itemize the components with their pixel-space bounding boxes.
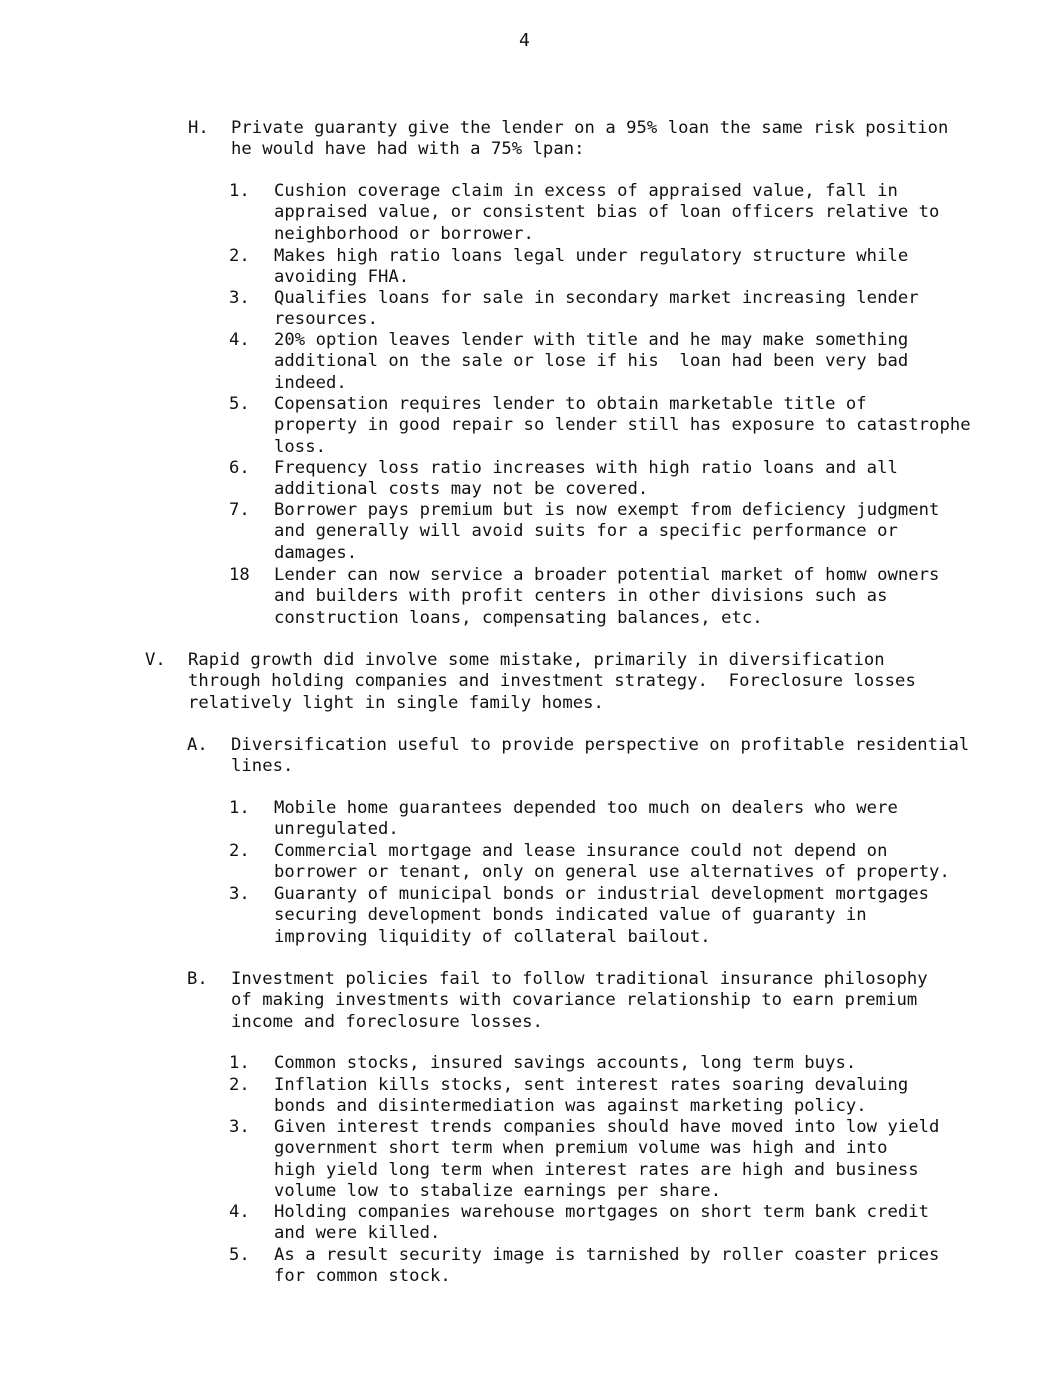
list-item-line: loss. (274, 436, 326, 457)
list-item-number: 18 (229, 565, 250, 585)
list-item-number: 1. (229, 1053, 250, 1073)
list-item-line: Common stocks, insured savings accounts, long term buys. (274, 1053, 857, 1073)
list-item-line: 20% option leaves lender with title and he may make something (274, 330, 909, 350)
list-item-line: Given interest trends companies should have moved into low yield (274, 1117, 940, 1137)
page-number: 4 (519, 30, 530, 51)
list-item-line: and generally will avoid suits for a specific performance or (274, 521, 898, 542)
list-item-line: neighborhood or borrower. (274, 223, 534, 244)
list-item-line: indeed. (274, 372, 347, 393)
list-item-line: Mobile home guarantees depended too much on dealers who were (274, 798, 898, 818)
list-item-number: 2. (229, 1075, 250, 1095)
list-item-number: 5. (229, 1245, 250, 1265)
section-h-marker: H. (188, 118, 209, 138)
list-item-line: avoiding FHA. (274, 267, 410, 288)
list-item-line: appraised value, or consistent bias of loan officers relative to (274, 202, 940, 223)
list-item-line: construction loans, compensating balances, etc. (274, 607, 763, 628)
section-h-heading-line: Private guaranty give the lender on a 95% loan the same risk position (231, 118, 949, 138)
list-item-line: Inflation kills stocks, sent interest rates soaring devaluing (274, 1075, 909, 1095)
list-item-number: 3. (229, 1117, 250, 1137)
list-item-line: securing development bonds indicated value of guaranty in (274, 905, 867, 926)
list-item-number: 2. (229, 841, 250, 861)
list-item-line: Holding companies warehouse mortgages on short term bank credit (274, 1202, 930, 1222)
section-v-heading-line: through holding companies and investment strategy. Foreclosure losses (188, 671, 916, 692)
list-item-line: additional on the sale or lose if his loan had been very bad (274, 351, 909, 372)
section-a-heading-line: Diversification useful to provide perspective on profitable residential (231, 735, 970, 755)
section-a-heading-line: lines. (231, 756, 294, 777)
section-b-marker: B. (187, 969, 208, 989)
list-item-number: 5. (229, 394, 250, 414)
list-item-line: Copensation requires lender to obtain marketable title of (274, 394, 867, 414)
list-item-line: high yield long term when interest rates are high and business (274, 1159, 919, 1180)
list-item-line: Commercial mortgage and lease insurance could not depend on (274, 841, 888, 861)
list-item-line: Borrower pays premium but is now exempt from deficiency judgment (274, 500, 940, 520)
list-item-line: volume low to stabalize earnings per share. (274, 1180, 722, 1201)
section-h-heading-line: he would have had with a 75% lpan: (231, 139, 585, 160)
section-v-heading-line: Rapid growth did involve some mistake, primarily in diversification (188, 650, 885, 670)
list-item-line: borrower or tenant, only on general use alternatives of property. (274, 862, 950, 883)
list-item-line: government short term when premium volume was high and into (274, 1138, 888, 1159)
section-b-heading-line: of making investments with covariance relationship to earn premium (231, 990, 918, 1011)
section-b-heading-line: income and foreclosure losses. (231, 1011, 543, 1032)
list-item-line: Guaranty of municipal bonds or industrial development mortgages (274, 884, 930, 904)
list-item-line: additional costs may not be covered. (274, 479, 649, 500)
list-item-number: 6. (229, 458, 250, 478)
list-item-number: 4. (229, 330, 250, 350)
list-item-line: Lender can now service a broader potential market of homw owners (274, 565, 940, 585)
list-item-number: 1. (229, 798, 250, 818)
list-item-line: damages. (274, 542, 358, 563)
list-item-number: 7. (229, 500, 250, 520)
list-item-line: Cushion coverage claim in excess of appraised value, fall in (274, 181, 898, 201)
section-v-heading-line: relatively light in single family homes. (188, 692, 604, 713)
list-item-number: 3. (229, 884, 250, 904)
list-item-line: improving liquidity of collateral bailout. (274, 926, 711, 947)
list-item-line: Frequency loss ratio increases with high ratio loans and all (274, 458, 898, 478)
list-item-line: and were killed. (274, 1223, 441, 1244)
list-item-line: As a result security image is tarnished by roller coaster prices (274, 1245, 940, 1265)
list-item-number: 4. (229, 1202, 250, 1222)
list-item-line: and builders with profit centers in other divisions such as (274, 586, 888, 607)
list-item-line: unregulated. (274, 819, 399, 840)
list-item-line: resources. (274, 309, 378, 330)
list-item-line: Qualifies loans for sale in secondary market increasing lender (274, 288, 919, 308)
list-item-line: property in good repair so lender still has exposure to catastrophe (274, 415, 971, 436)
section-a-marker: A. (187, 735, 208, 755)
list-item-number: 3. (229, 288, 250, 308)
section-b-heading-line: Investment policies fail to follow traditional insurance philosophy (231, 969, 928, 989)
list-item-line: Makes high ratio loans legal under regulatory structure while (274, 246, 909, 266)
list-item-line: bonds and disintermediation was against marketing policy. (274, 1096, 867, 1117)
section-v-marker: V. (145, 650, 166, 670)
list-item-number: 2. (229, 246, 250, 266)
list-item-number: 1. (229, 181, 250, 201)
list-item-line: for common stock. (274, 1266, 451, 1287)
